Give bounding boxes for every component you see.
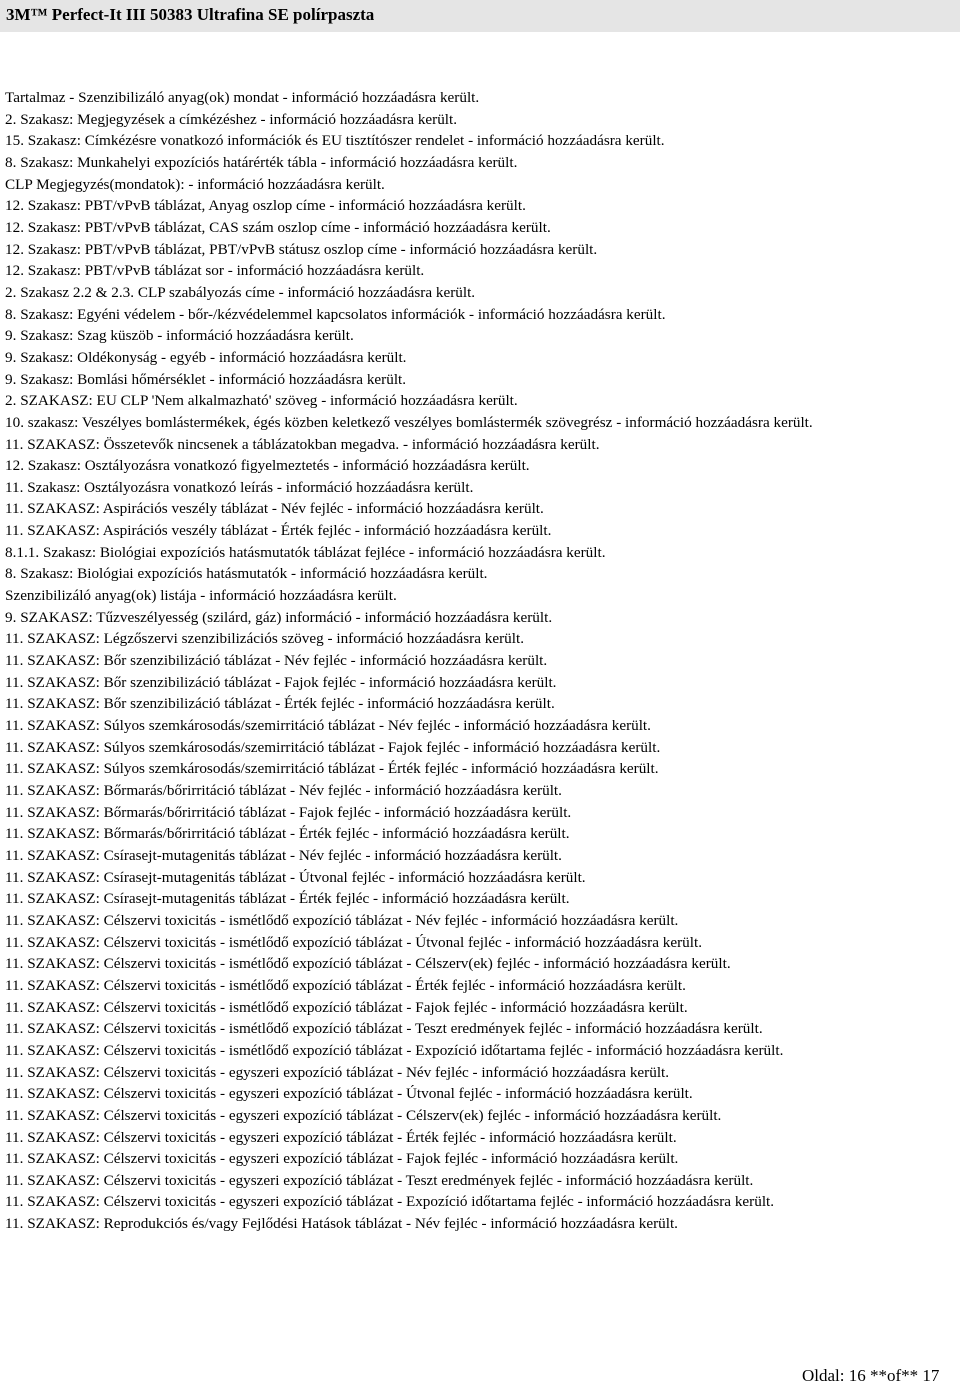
- revision-note-line: 11. Szakasz: Osztályozásra vonatkozó leírás - információ hozzáadásra került.: [5, 478, 474, 496]
- revision-note-line: 11. SZAKASZ: Súlyos szemkárosodás/szemirritáció táblázat - Név fejléc - információ hozzáadásra került.: [5, 717, 651, 735]
- revision-note-line: 11. SZAKASZ: Csírasejt-mutagenitás táblázat - Érték fejléc - információ hozzáadásra került.: [5, 890, 570, 908]
- revision-note-line: 11. SZAKASZ: Célszervi toxicitás - ismétlődő expozíció táblázat - Fajok fejléc - információ hozzáadásra került.: [5, 998, 688, 1016]
- revision-note-line: 10. szakasz: Veszélyes bomlástermékek, égés közben keletkező veszélyes bomlástermék szövegrész - információ hozzáadásra került.: [5, 413, 813, 431]
- revision-note-line: 11. SZAKASZ: Célszervi toxicitás - ismétlődő expozíció táblázat - Expozíció időtartama fejléc - információ hozzáadásra került.: [5, 1041, 784, 1059]
- revision-note-line: 11. SZAKASZ: Célszervi toxicitás - egyszeri expozíció táblázat - Név fejléc - információ hozzáadásra került.: [5, 1063, 670, 1081]
- revision-note-line: 11. SZAKASZ: Célszervi toxicitás - egyszeri expozíció táblázat - Útvonal fejléc - információ hozzáadásra került.: [5, 1085, 693, 1103]
- document-title: 3M™ Perfect-It III 50383 Ultrafina SE polírpaszta: [6, 5, 375, 24]
- revision-note-line: 11. SZAKASZ: Célszervi toxicitás - ismétlődő expozíció táblázat - Célszerv(ek) fejléc - információ hozzáadásra került.: [5, 955, 731, 973]
- revision-note-line: 2. Szakasz 2.2 & 2.3. CLP szabályozás címe - információ hozzáadásra került.: [5, 283, 476, 301]
- revision-note-line: 11. SZAKASZ: Súlyos szemkárosodás/szemirritáció táblázat - Érték fejléc - információ hozzáadásra került.: [5, 760, 659, 778]
- revision-note-line: 12. Szakasz: PBT/vPvB táblázat, CAS szám oszlop címe - információ hozzáadásra került.: [5, 218, 551, 236]
- revision-note-line: 9. Szakasz: Oldékonyság - egyéb - információ hozzáadásra került.: [5, 348, 407, 366]
- revision-note-line: 11. SZAKASZ: Súlyos szemkárosodás/szemirritáció táblázat - Fajok fejléc - információ hozzáadásra került.: [5, 738, 661, 756]
- revision-note-line: 11. SZAKASZ: Aspirációs veszély táblázat - Név fejléc - információ hozzáadásra került.: [5, 500, 544, 518]
- revision-note-line: 11. SZAKASZ: Célszervi toxicitás - ismétlődő expozíció táblázat - Érték fejléc - információ hozzáadásra került.: [5, 976, 686, 994]
- revision-note-line: 9. Szakasz: Bomlási hőmérséklet - információ hozzáadásra került.: [5, 370, 407, 388]
- revision-note-line: 11. SZAKASZ: Célszervi toxicitás - ismétlődő expozíció táblázat - Útvonal fejléc - információ hozzáadásra került.: [5, 933, 702, 951]
- revision-note-line: 11. SZAKASZ: Összetevők nincsenek a táblázatokban megadva. - információ hozzáadásra került.: [5, 435, 600, 453]
- revision-note-line: 8. Szakasz: Munkahelyi expozíciós határérték tábla - információ hozzáadásra került.: [5, 153, 518, 171]
- revision-note-line: CLP Megjegyzés(mondatok): - információ hozzáadásra került.: [5, 175, 385, 193]
- revision-note-line: 11. SZAKASZ: Bőr szenzibilizáció táblázat - Fajok fejléc - információ hozzáadásra került.: [5, 673, 557, 691]
- revision-note-line: 11. SZAKASZ: Bőrmarás/bőrirritáció táblázat - Fajok fejléc - információ hozzáadásra került.: [5, 803, 572, 821]
- revision-note-line: 12. Szakasz: Osztályozásra vonatkozó figyelmeztetés - információ hozzáadásra került.: [5, 457, 530, 475]
- revision-note-line: 8.1.1. Szakasz: Biológiai expozíciós hatásmutatók táblázat fejléce - információ hozzáadásra került.: [5, 543, 606, 561]
- revision-note-line: 11. SZAKASZ: Célszervi toxicitás - egyszeri expozíció táblázat - Célszerv(ek) fejléc - információ hozzáadásra került.: [5, 1106, 722, 1124]
- revision-note-line: 15. Szakasz: Címkézésre vonatkozó információk és EU tisztítószer rendelet - információ hozzáadásra került.: [5, 132, 665, 150]
- revision-note-line: 11. SZAKASZ: Bőr szenzibilizáció táblázat - Érték fejléc - információ hozzáadásra került.: [5, 695, 555, 713]
- revision-note-line: 11. SZAKASZ: Aspirációs veszély táblázat - Érték fejléc - információ hozzáadásra került.: [5, 522, 552, 540]
- revision-note-line: 11. SZAKASZ: Célszervi toxicitás - egyszeri expozíció táblázat - Expozíció időtartama fejléc - információ hozzáadásra került.: [5, 1193, 775, 1211]
- revision-note-line: 11. SZAKASZ: Célszervi toxicitás - ismétlődő expozíció táblázat - Teszt eredmények fejléc - információ hozzáadásra került.: [5, 1020, 763, 1038]
- revision-note-line: 11. SZAKASZ: Bőrmarás/bőrirritáció táblázat - Név fejléc - információ hozzáadásra került.: [5, 782, 562, 799]
- revision-note-line: 8. Szakasz: Egyéni védelem - bőr-/kézvédelemmel kapcsolatos információk - információ hozzáadásra került.: [5, 305, 666, 323]
- revision-notes: [5, 87, 957, 1235]
- revision-note-line: 11. SZAKASZ: Célszervi toxicitás - ismétlődő expozíció táblázat - Név fejléc - információ hozzáadásra került.: [5, 911, 679, 929]
- revision-note-line: 11. SZAKASZ: Célszervi toxicitás - egyszeri expozíció táblázat - Érték fejléc - információ hozzáadásra került.: [5, 1128, 677, 1146]
- revision-note-line: 11. SZAKASZ: Célszervi toxicitás - egyszeri expozíció táblázat - Fajok fejléc - információ hozzáadásra került.: [5, 1150, 679, 1168]
- document-header: [0, 0, 960, 32]
- revision-note-line: 12. Szakasz: PBT/vPvB táblázat sor - információ hozzáadásra került.: [5, 262, 425, 280]
- revision-note-line: 11. SZAKASZ: Csírasejt-mutagenitás táblázat - Útvonal fejléc - információ hozzáadásra került.: [5, 868, 586, 886]
- revision-note-line: 2. SZAKASZ: EU CLP 'Nem alkalmazható' szöveg - információ hozzáadásra került.: [5, 392, 518, 410]
- revision-note-line: 12. Szakasz: PBT/vPvB táblázat, PBT/vPvB státusz oszlop címe - információ hozzáadásra került.: [5, 240, 598, 258]
- revision-note-line: 11. SZAKASZ: Bőr szenzibilizáció táblázat - Név fejléc - információ hozzáadásra került.: [5, 652, 548, 670]
- revision-note-line: 8. Szakasz: Biológiai expozíciós hatásmutatók - információ hozzáadásra került.: [5, 565, 488, 583]
- revision-note-line: 11. SZAKASZ: Csírasejt-mutagenitás táblázat - Név fejléc - információ hozzáadásra került.: [5, 846, 562, 864]
- revision-note-line: 9. SZAKASZ: Tűzveszélyesség (szilárd, gáz) információ - információ hozzáadásra került.: [5, 608, 553, 626]
- revision-note-line: 11. SZAKASZ: Reprodukciós és/vagy Fejlődési Hatások táblázat - Név fejléc - információ hozzáadásra került.: [5, 1215, 678, 1233]
- revision-note-line: 11. SZAKASZ: Légzőszervi szenzibilizációs szöveg - információ hozzáadásra került.: [5, 630, 524, 648]
- revision-note-line: 9. Szakasz: Szag küszöb - információ hozzáadásra került.: [5, 327, 354, 345]
- page-number: Oldal: 16 **of** 17: [802, 1366, 940, 1385]
- revision-note-line: 2. Szakasz: Megjegyzések a címkézéshez - információ hozzáadásra került.: [5, 110, 458, 128]
- revision-note-line: 11. SZAKASZ: Bőrmarás/bőrirritáció táblázat - Érték fejléc - információ hozzáadásra került.: [5, 825, 570, 843]
- revision-note-line: 11. SZAKASZ: Célszervi toxicitás - egyszeri expozíció táblázat - Teszt eredmények fejléc - információ hozzáadásra került.: [5, 1171, 754, 1189]
- revision-note-line: 12. Szakasz: PBT/vPvB táblázat, Anyag oszlop címe - információ hozzáadásra került.: [5, 197, 526, 215]
- revision-note-line: Tartalmaz - Szenzibilizáló anyag(ok) mondat - információ hozzáadásra került.: [5, 89, 480, 106]
- revision-note-line: Szenzibilizáló anyag(ok) listája - információ hozzáadásra került.: [5, 587, 397, 605]
